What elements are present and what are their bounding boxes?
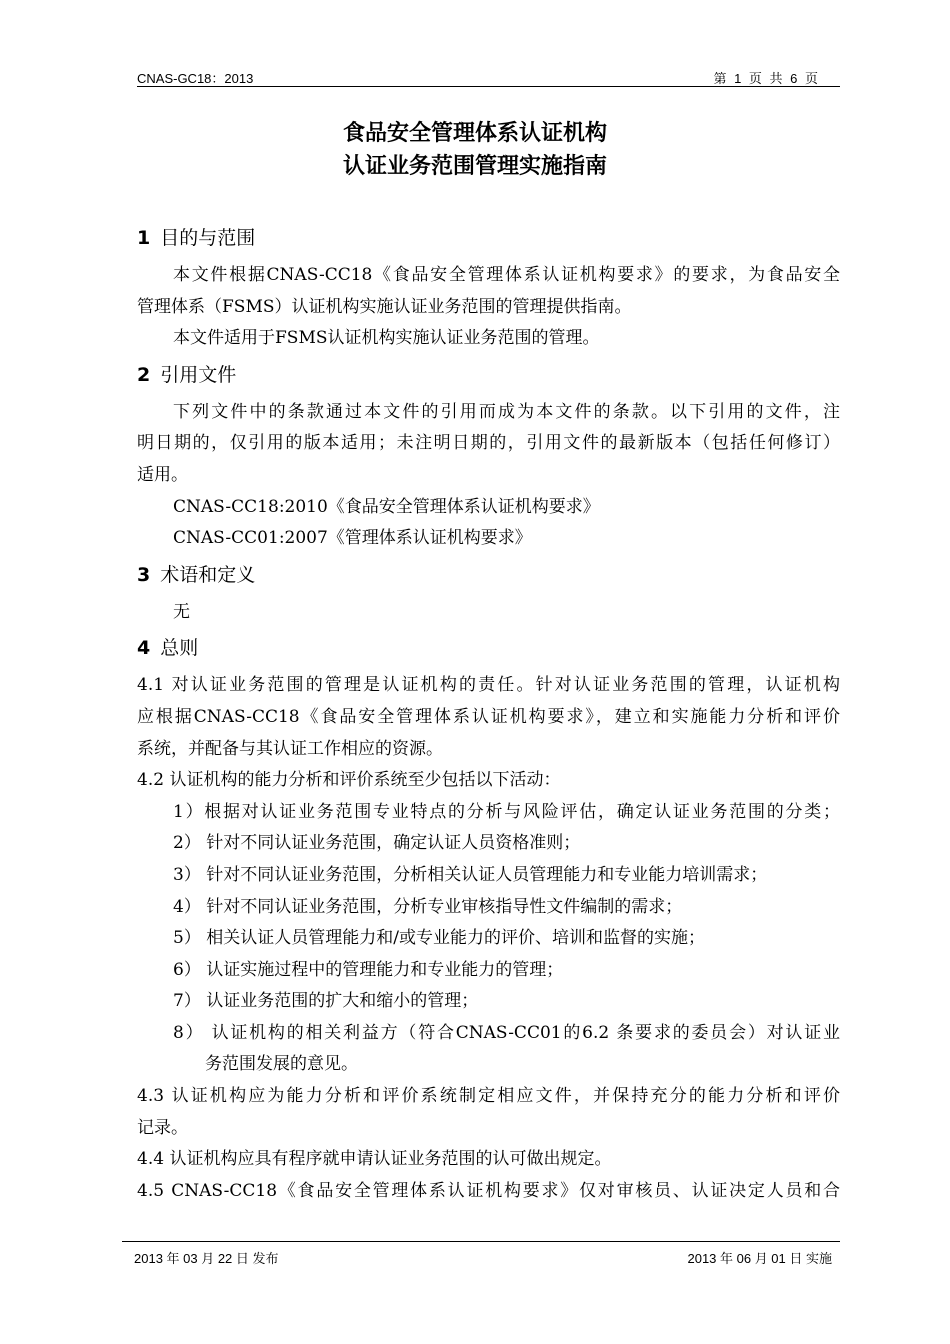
- section-number: 2: [137, 363, 151, 386]
- list-item: 1）根据对认证业务范围专业特点的分析与风险评估，确定认证业务范围的分类；: [173, 801, 840, 822]
- list-item: 8） 认证机构的相关利益方（符合CNAS-CC01的6.2 条要求的委员会）对认证业: [173, 1022, 840, 1043]
- page-footer: [122, 1241, 840, 1266]
- clause-line: 4.2 认证机构的能力分析和评价系统至少包括以下活动：: [137, 770, 561, 791]
- doc-body: [137, 218, 840, 1207]
- paragraph-line: 下列文件中的条款通过本文件的引用而成为本文件的条款。以下引用的文件，注: [173, 401, 840, 422]
- clause-line: 记录。: [137, 1117, 188, 1138]
- effective-date: 2013 年 06 月 01 日 实施: [687, 1251, 832, 1266]
- clause-line: 4.4 认证机构应具有程序就申请认证业务范围的认可做出规定。: [137, 1149, 612, 1170]
- section-title: 术语和定义: [160, 563, 256, 586]
- list-item: 7） 认证业务范围的扩大和缩小的管理；: [173, 991, 479, 1012]
- issue-date: 2013 年 03 月 22 日 发布: [134, 1251, 279, 1266]
- section-heading: [137, 557, 840, 597]
- clause-line: 系统，并配备与其认证工作相应的资源。: [137, 738, 443, 759]
- section-number: 3: [137, 563, 151, 586]
- clause-line: 4.3 认证机构应为能力分析和评价系统制定相应文件，并保持充分的能力分析和评价: [137, 1086, 840, 1107]
- section-number: 1: [137, 227, 151, 249]
- reference-item: CNAS-CC01:2007《管理体系认证机构要求》: [173, 528, 532, 549]
- reference-item: CNAS-CC18:2010《食品安全管理体系认证机构要求》: [173, 496, 600, 517]
- page-header: [137, 66, 840, 87]
- section-title: 目的与范围: [160, 227, 256, 249]
- paragraph-line: 本文件根据CNAS-CC18《食品安全管理体系认证机构要求》的要求，为食品安全: [173, 265, 840, 285]
- section-heading: [137, 357, 840, 397]
- clause-line: 应根据CNAS-CC18《食品安全管理体系认证机构要求》，建立和实施能力分析和评价: [137, 706, 840, 727]
- paragraph-line: 本文件适用于FSMS认证机构实施认证业务范围的管理。: [173, 328, 600, 349]
- paragraph-line: 适用。: [137, 464, 188, 485]
- section-heading: [137, 630, 840, 670]
- doc-code: CNAS-GC18：2013: [137, 71, 254, 86]
- list-item: 6） 认证实施过程中的管理能力和专业能力的管理；: [173, 959, 564, 980]
- list-item: 3） 针对不同认证业务范围，分析相关认证人员管理能力和专业能力培训需求；: [173, 864, 768, 885]
- section-title: 引用文件: [160, 363, 237, 386]
- list-item: 5） 相关认证人员管理能力和/或专业能力的评价、培训和监督的实施；: [173, 928, 705, 949]
- paragraph-line: 管理体系（FSMS）认证机构实施认证业务范围的管理提供指南。: [137, 296, 632, 317]
- doc-title-line-1: 食品安全管理体系认证机构: [342, 121, 607, 146]
- list-item: 4） 针对不同认证业务范围，分析专业审核指导性文件编制的需求；: [173, 896, 683, 917]
- list-item: 2） 针对不同认证业务范围，确定认证人员资格准则；: [173, 833, 581, 854]
- section-number: 4: [137, 637, 151, 660]
- section-heading: [137, 220, 840, 260]
- paragraph-line: 明日期的，仅引用的版本适用；未注明日期的，引用文件的最新版本（包括任何修订）: [137, 433, 840, 454]
- list-item-continuation: 务范围发展的意见。: [205, 1054, 358, 1075]
- paragraph-line: 无: [173, 601, 190, 622]
- clause-line: 4.5 CNAS-CC18《食品安全管理体系认证机构要求》仅对审核员、认证决定人员和合: [137, 1180, 840, 1201]
- page-info: 第 1 页 共 6 页: [713, 71, 820, 86]
- section-title: 总则: [160, 637, 199, 660]
- doc-title-line-2: 认证业务范围管理实施指南: [342, 154, 607, 179]
- clause-line: 4.1 对认证业务范围的管理是认证机构的责任。针对认证业务范围的管理，认证机构: [137, 675, 840, 696]
